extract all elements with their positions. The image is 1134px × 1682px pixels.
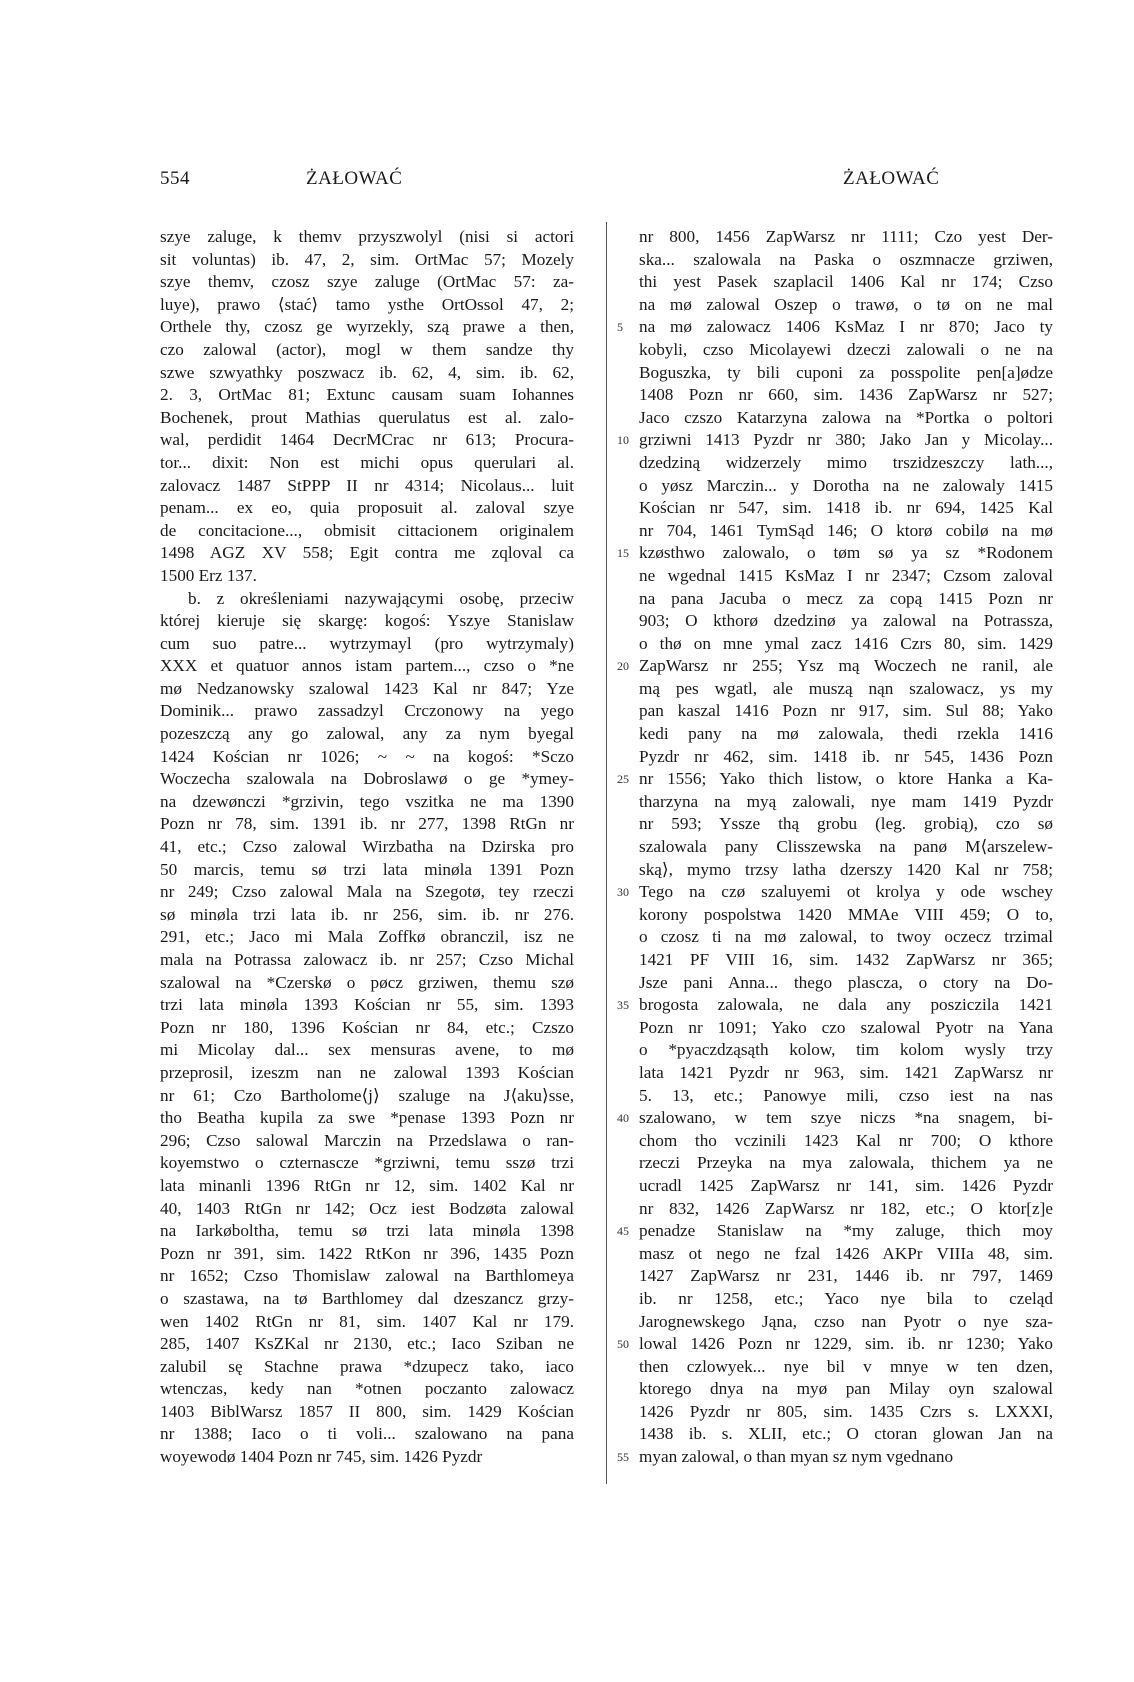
text-line: nr 61; Czo Bartholome⟨j⟩ szaluge na J⟨aku⟩sse, [160, 1085, 574, 1105]
text-line: wal, perdidit 1464 DecrMCrac nr 613; Procura- [160, 430, 574, 450]
text-line: szalowala pany Clisszewska na panø M⟨arszelew- [639, 837, 1053, 857]
text-line: 1500 Erz 137. [160, 565, 257, 585]
text-line: ska... szalowala na Paska o oszmnacze grziwen, [639, 249, 1053, 269]
text-line: rzeczi Przeyka na mya zalowala, thichem ya ne [639, 1153, 1053, 1173]
text-line: 1427 ZapWarsz nr 231, 1446 ib. nr 797, 1469 [639, 1266, 1053, 1286]
text-line: nr 704, 1461 TymSąd 146; O ktorø cobilø na mø [639, 520, 1053, 540]
text-line: nr 1556; Yako thich listow, o ktore Hanka a Ka- [639, 769, 1053, 789]
text-line: Pozn nr 180, 1396 Kościan nr 84, etc.; Czszo [160, 1017, 574, 1037]
text-line: Boguszka, ty bili cuponi za posspolite pen[a]ødze [639, 362, 1053, 382]
text-line: na dzewønczi *grzivin, tego vszitka ne ma 1390 [160, 791, 574, 811]
text-line: chom tho vczinili 1423 Kal nr 700; O kthore [639, 1130, 1053, 1150]
page-number: 554 [160, 168, 190, 189]
text-line: penadze Stanislaw na *my zaluge, thich moy [639, 1221, 1053, 1241]
text-line: 1498 AGZ XV 558; Egit contra me zqloval ca [160, 543, 574, 563]
text-line: przeprosil, izeszm nan ne zalowal 1393 Kościan [160, 1062, 574, 1082]
column-divider [606, 222, 607, 1484]
text-line: Jarognewskego Jąna, czso nan Pyotr o nye sza- [639, 1311, 1053, 1331]
text-line: Pozn nr 1091; Yako czo szalowal Pyotr na Yana [639, 1017, 1053, 1037]
text-line: XXX et quatuor annos istam partem..., czso o *ne [160, 656, 574, 676]
text-line: myan zalowal, o than myan sz nym vgednano [639, 1447, 954, 1467]
text-line: tor... dixit: Non est michi opus querulari al. [160, 452, 574, 472]
text-line: na pana Jacuba o mecz za copą 1415 Pozn nr [639, 588, 1053, 608]
text-line: o yøsz Marczin... y Dorotha na ne zalowaly 1415 [639, 475, 1053, 495]
text-line: Kościan nr 547, sim. 1418 ib. nr 694, 1425 Kal [639, 498, 1053, 518]
text-line: grziwni 1413 Pyzdr nr 380; Jako Jan y Micolay... [639, 430, 1053, 450]
text-line: 41, etc.; Czso zalowal Wirzbatha na Dzirska pro [160, 837, 574, 857]
text-line: której kieruje się skargę: kogoś: Yszye Stanislaw [160, 611, 574, 631]
text-line: lata minanli 1396 RtGn nr 12, sim. 1402 Kal nr [160, 1175, 574, 1195]
text-line: 40, 1403 RtGn nr 142; Ocz iest Bodzøta zalowal [160, 1198, 574, 1218]
text-line: woyewodø 1404 Pozn nr 745, sim. 1426 Pyzdr [160, 1447, 483, 1467]
text-line: o szastawa, na tø Barthlomey dal dzeszancz grzy- [160, 1288, 574, 1308]
text-line: 285, 1407 KsZKal nr 2130, etc.; Iaco Sziban ne [160, 1334, 574, 1354]
text-line: szalowano, w tem szye niczs *na snagem, bi- [639, 1108, 1053, 1128]
text-line: nr 832, 1426 ZapWarsz nr 182, etc.; O ktor[z]e [639, 1198, 1053, 1218]
text-line: nr 593; Yssze thą grobu (leg. grobią), czo sø [639, 814, 1053, 834]
text-line: kzøsthwo zalowalo, o tøm sø ya sz *Rodonem [639, 543, 1053, 563]
text-line: o czosz ti na mø zalowal, to twoy oczecz trzimal [639, 927, 1053, 947]
text-line: kobyli, czso Micolayewi dzeczi zalowali o ne na [639, 339, 1053, 359]
line-number: 50 [617, 1337, 629, 1352]
line-number: 30 [617, 885, 629, 900]
text-line: o thø on mne ymal zacz 1416 Czrs 80, sim. 1429 [639, 633, 1053, 653]
text-line: de concitacione..., obmisit cittacionem originalem [160, 520, 574, 540]
headword-left: ŻAŁOWAĆ [306, 168, 403, 189]
text-line: brogosta zalowala, ne dala any posziczila 1421 [639, 995, 1053, 1015]
text-line: mą pes wgatl, ale muszą nąn szalowacz, ys my [639, 678, 1053, 698]
text-line: zalubil sę Stachne prawa *dzupecz tako, iaco [160, 1356, 574, 1376]
text-line: mi Micolay dal... sex mensuras avene, to mø [160, 1040, 574, 1060]
text-line: ską⟩, mymo trzsy latha dzerszy 1420 Kal nr 758; [639, 859, 1053, 879]
line-number: 35 [617, 998, 629, 1013]
text-line: szwe szwyathky poszwacz ib. 62, 4, sim. ib. 62, [160, 362, 574, 382]
line-number: 15 [617, 546, 629, 561]
text-line: Jaco czszo Katarzyna zalowa na *Portka o poltori [639, 407, 1053, 427]
headword-right: ŻAŁOWAĆ [843, 168, 940, 189]
text-line: Woczecha szalowala na Dobroslawø o ge *ymey- [160, 769, 574, 789]
text-line: 1424 Kościan nr 1026; ~ ~ na kogoś: *Sczo [160, 746, 574, 766]
text-line: Bochenek, prout Mathias querulatus est al. zalo- [160, 407, 574, 427]
text-line: nr 1388; Iaco o ti voli... szalowano na pana [160, 1424, 574, 1444]
text-line: koyemstwo o czternascze *grziwni, temu sszø trzi [160, 1153, 574, 1173]
line-number: 45 [617, 1224, 629, 1239]
text-line: ne wgednal 1415 KsMaz I nr 2347; Czsom zaloval [639, 565, 1053, 585]
text-line: sit voluntas) ib. 47, 2, sim. OrtMac 57; Mozely [160, 249, 574, 269]
text-line: kedi pany na mø zalowala, thedi rzekla 1416 [639, 724, 1053, 744]
text-line: trzi lata minøla 1393 Kościan nr 55, sim. 1393 [160, 995, 574, 1015]
text-line: pozeszczą any go zalowal, any za nym byegal [160, 724, 574, 744]
text-line: szye zaluge, k themv przyszwolyl (nisi si actori [160, 227, 574, 246]
right-column [639, 226, 1053, 1469]
text-line: 1438 ib. s. XLII, etc.; O ctoran glowan Jan na [639, 1424, 1053, 1444]
text-line: 291, etc.; Jaco mi Mala Zoffkø obranczil, isz ne [160, 927, 574, 947]
text-line: lowal 1426 Pozn nr 1229, sim. ib. nr 1230; Yako [639, 1334, 1053, 1354]
text-line: Pozn nr 391, sim. 1422 RtKon nr 396, 1435 Pozn [160, 1243, 574, 1263]
text-line: o *pyaczdząsąth kolow, tim kolom wysly trzy [639, 1040, 1053, 1060]
line-number: 55 [617, 1450, 629, 1465]
text-line: zalovacz 1487 StPPP II nr 4314; Nicolaus... luit [160, 475, 574, 495]
text-line: wtenczas, kedy nan *otnen poczanto zalowacz [160, 1379, 574, 1399]
text-line: 1403 BiblWarsz 1857 II 800, sim. 1429 Kościan [160, 1401, 574, 1421]
text-line: nr 249; Czso zalowal Mala na Szegotø, tey rzeczi [160, 882, 574, 902]
text-line: nr 800, 1456 ZapWarsz nr 1111; Czo yest Der- [639, 227, 1053, 246]
text-line: luye), prawo ⟨stać⟩ tamo ysthe OrtOssol 47, 2; [160, 294, 574, 314]
text-line: na Iarkøboltha, temu sø trzi lata minøla 1398 [160, 1221, 574, 1241]
text-line: 1421 PF VIII 16, sim. 1432 ZapWarsz nr 365; [639, 950, 1053, 969]
text-line: tho Beatha kupila za swe *penase 1393 Pozn nr [160, 1108, 574, 1128]
text-line: nr 1652; Czso Thomislaw zalowal na Barthlomeya [160, 1266, 574, 1286]
text-line: 903; O kthorø dzedzinø ya zalowal na Potrassza, [639, 611, 1053, 631]
text-line: korony pospolstwa 1420 MMAe VIII 459; O to, [639, 904, 1053, 924]
line-number: 10 [617, 433, 629, 448]
text-line: ucradl 1425 ZapWarsz nr 141, sim. 1426 Pyzdr [639, 1175, 1053, 1195]
text-line: b. z określeniami nazywającymi osobę, przeciw [188, 588, 574, 608]
text-line: na mø zalowal Oszep o trawø, o tø on ne mal [639, 294, 1053, 314]
text-line: lata 1421 Pyzdr nr 963, sim. 1421 ZapWarsz nr [639, 1062, 1053, 1082]
text-line: Pozn nr 78, sim. 1391 ib. nr 277, 1398 RtGn nr [160, 814, 574, 834]
text-line: Dominik... prawo zassadzyl Crczonowy na yego [160, 701, 574, 721]
text-line: Tego na czø szaluyemi ot krolya y ode wschey [639, 882, 1053, 902]
text-line: ZapWarsz nr 255; Ysz mą Woczech ne ranil, ale [639, 656, 1053, 676]
text-line: sø minøla trzi lata ib. nr 256, sim. ib. nr 276. [160, 904, 574, 924]
text-line: ib. nr 1258, etc.; Yaco nye bila to czeląd [639, 1288, 1053, 1308]
text-line: szye themv, czosz szye zaluge (OrtMac 57: za- [160, 272, 574, 292]
text-line: dzedziną widzerzely mimo trszidzeszczy lath..., [639, 452, 1053, 472]
text-line: masz ot nego ne fzal 1426 AKPr VIIIa 48, sim. [639, 1243, 1053, 1263]
text-line: cum suo patre... wytrzymayl (pro wytrzymaly) [160, 633, 574, 653]
text-line: na mø zalowacz 1406 KsMaz I nr 870; Jaco ty [639, 317, 1053, 337]
text-line: Pyzdr nr 462, sim. 1418 ib. nr 545, 1436 Pozn [639, 746, 1053, 766]
line-number: 25 [617, 772, 629, 787]
line-number: 20 [617, 659, 629, 674]
left-column [160, 226, 574, 1469]
text-line: szalowal na *Czerskø o pøcz grziwen, themu szø [160, 972, 574, 992]
text-line: 296; Czso salowal Marczin na Przedslawa o ran- [160, 1130, 574, 1150]
text-line: pan kaszal 1416 Pozn nr 917, sim. Sul 88; Yako [639, 701, 1053, 721]
line-number: 40 [617, 1111, 629, 1126]
line-number: 5 [617, 320, 623, 335]
text-line: mø Nedzanowsky szalowal 1423 Kal nr 847; Yze [160, 678, 574, 698]
text-line: thi yest Pasek szaplacil 1406 Kal nr 174; Czso [639, 272, 1053, 292]
text-line: Jsze pani Anna... thego plascza, o ctory na Do- [639, 972, 1053, 992]
text-line: 1408 Pozn nr 660, sim. 1436 ZapWarsz nr 527; [639, 385, 1053, 405]
text-line: 2. 3, OrtMac 81; Extunc causam suam Iohannes [160, 385, 574, 405]
text-line: mala na Potrassa zalowacz ib. nr 257; Czso Michal [160, 950, 574, 969]
text-line: Orthele thy, czosz ge wyrzekly, szą prawe a then, [160, 317, 574, 337]
text-line: czo zalowal (actor), mogl w them sandze thy [160, 339, 574, 359]
text-line: penam... ex eo, quia proposuit al. zaloval szye [160, 498, 574, 518]
text-line: 1426 Pyzdr nr 805, sim. 1435 Czrs s. LXXXI, [639, 1401, 1053, 1421]
text-line: ktorego dnya na myø pan Milay oyn szalowal [639, 1379, 1053, 1399]
text-line: 50 marcis, temu sø trzi lata minøla 1391 Pozn [160, 859, 574, 879]
running-header [0, 168, 1134, 198]
text-line: tharzyna na myą zalowali, nye mam 1419 Pyzdr [639, 791, 1053, 811]
text-line: wen 1402 RtGn nr 81, sim. 1407 Kal nr 179. [160, 1311, 574, 1331]
text-line: then czlowyek... nye bil v mnye w ten dzen, [639, 1356, 1053, 1376]
text-line: 5. 13, etc.; Panowye mili, czso iest na nas [639, 1085, 1053, 1105]
